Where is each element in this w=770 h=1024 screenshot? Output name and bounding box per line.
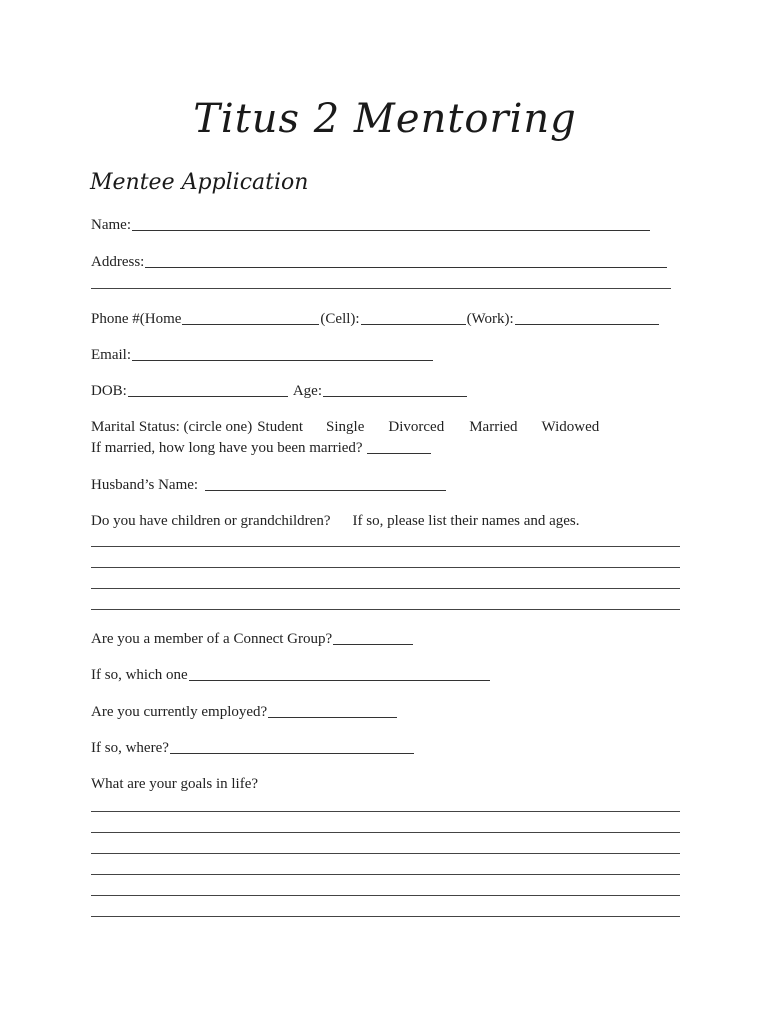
children-question: Do you have children or grandchildren? bbox=[91, 513, 331, 529]
connect-line[interactable] bbox=[333, 631, 413, 645]
employed-label: Are you currently employed? bbox=[91, 704, 268, 720]
address-line-2[interactable] bbox=[91, 288, 671, 289]
goals-line-1[interactable] bbox=[91, 811, 680, 812]
husband-label: Husband’s Name: bbox=[91, 477, 199, 493]
age-label: Age: bbox=[292, 383, 323, 399]
employed-where-row bbox=[91, 739, 415, 757]
goals-label: What are your goals in life? bbox=[91, 776, 259, 792]
employed-where-label: If so, where? bbox=[91, 740, 169, 756]
husband-row bbox=[91, 476, 447, 494]
goals-line-3[interactable] bbox=[91, 853, 680, 854]
connect-which-line[interactable] bbox=[189, 667, 490, 681]
married-duration-line[interactable] bbox=[367, 440, 431, 454]
employed-where-line[interactable] bbox=[170, 740, 414, 754]
marital-row bbox=[91, 418, 599, 436]
goals-row bbox=[91, 775, 258, 793]
husband-line[interactable] bbox=[205, 477, 446, 491]
goals-line-4[interactable] bbox=[91, 874, 680, 875]
phone-home-label: Phone #(Home bbox=[91, 311, 182, 327]
marital-label: Marital Status: (circle one) bbox=[91, 419, 253, 435]
children-line-4[interactable] bbox=[91, 609, 680, 610]
married-duration-label: If married, how long have you been married? bbox=[91, 440, 363, 456]
children-line-2[interactable] bbox=[91, 567, 680, 568]
connect-row bbox=[91, 630, 414, 648]
connect-which-row bbox=[91, 666, 491, 684]
marital-option-single[interactable]: Single bbox=[326, 419, 365, 435]
phone-home-line[interactable] bbox=[182, 311, 319, 325]
name-label: Name: bbox=[91, 217, 131, 233]
dob-row bbox=[91, 382, 468, 400]
marital-option-widowed[interactable]: Widowed bbox=[541, 419, 600, 435]
marital-option-married[interactable]: Married bbox=[469, 419, 518, 435]
dob-label: DOB: bbox=[91, 383, 127, 399]
name-line[interactable] bbox=[132, 217, 650, 231]
age-line[interactable] bbox=[323, 383, 467, 397]
phone-cell-label: (Cell): bbox=[320, 311, 360, 327]
dob-line[interactable] bbox=[128, 383, 288, 397]
children-line-1[interactable] bbox=[91, 546, 680, 547]
phone-work-line[interactable] bbox=[515, 311, 659, 325]
employed-line[interactable] bbox=[268, 704, 397, 718]
phone-row bbox=[91, 310, 660, 328]
children-row bbox=[91, 512, 580, 530]
phone-cell-line[interactable] bbox=[361, 311, 466, 325]
connect-label: Are you a member of a Connect Group? bbox=[91, 631, 333, 647]
married-duration-row bbox=[91, 439, 432, 457]
email-label: Email: bbox=[91, 347, 131, 363]
marital-option-divorced[interactable]: Divorced bbox=[388, 419, 445, 435]
connect-which-label: If so, which one bbox=[91, 667, 188, 683]
marital-option-student[interactable]: Student bbox=[257, 419, 304, 435]
children-line-3[interactable] bbox=[91, 588, 680, 589]
address-row bbox=[91, 253, 668, 271]
document-subtitle: Mentee Application bbox=[90, 170, 309, 195]
goals-line-6[interactable] bbox=[91, 916, 680, 917]
name-row bbox=[91, 216, 651, 234]
address-line[interactable] bbox=[145, 254, 667, 268]
goals-line-5[interactable] bbox=[91, 895, 680, 896]
employed-row bbox=[91, 703, 398, 721]
goals-line-2[interactable] bbox=[91, 832, 680, 833]
address-label: Address: bbox=[91, 254, 145, 270]
email-line[interactable] bbox=[132, 347, 433, 361]
email-row bbox=[91, 346, 434, 364]
children-followup: If so, please list their names and ages. bbox=[352, 513, 580, 529]
phone-work-label: (Work): bbox=[466, 311, 514, 327]
document-title: Titus 2 Mentoring bbox=[193, 96, 577, 142]
